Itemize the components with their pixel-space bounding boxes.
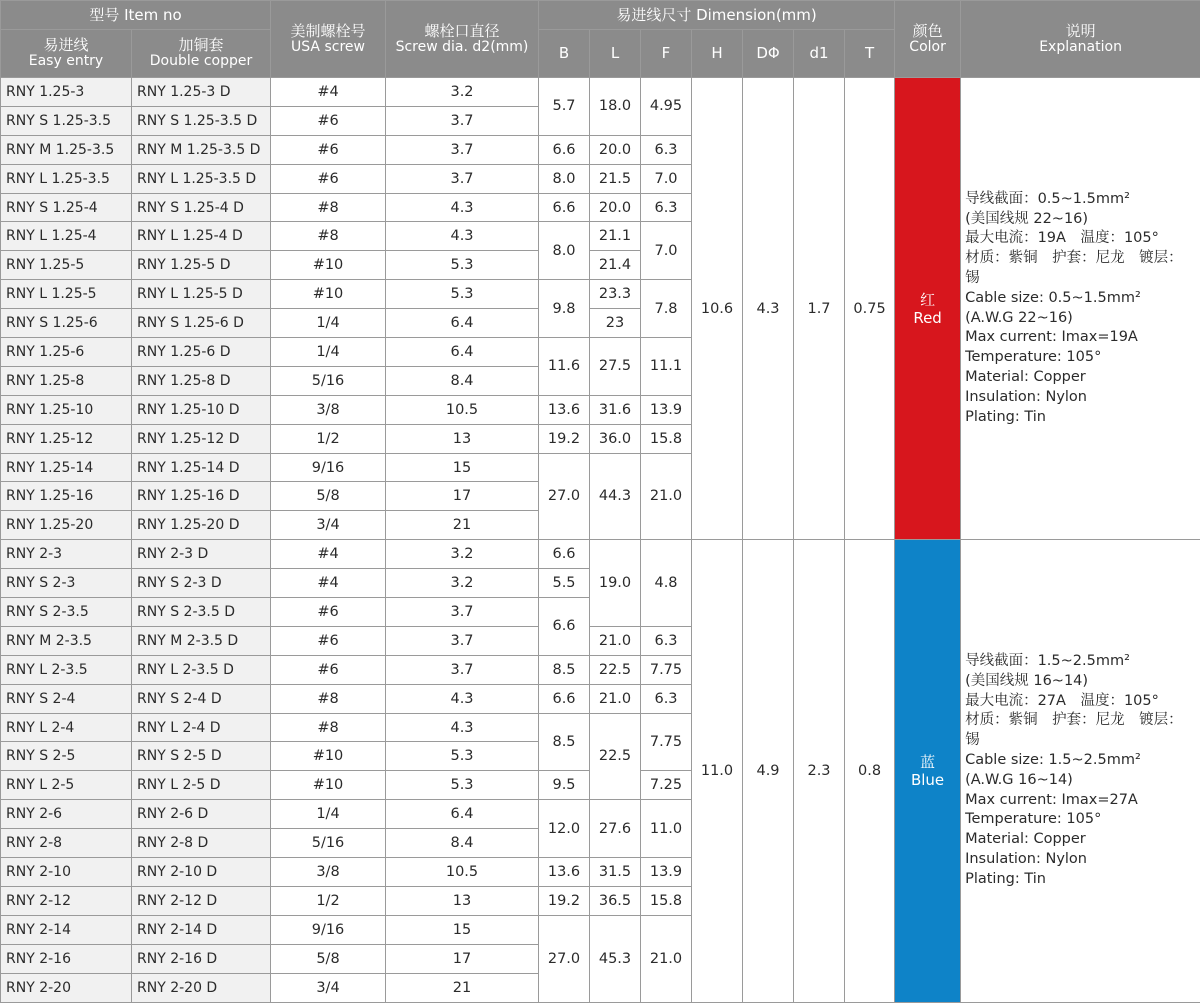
dim-t-cell: 0.75: [845, 78, 895, 540]
easy-entry-cell: RNY S 1.25-3.5: [1, 106, 132, 135]
dim-l-cell: 44.3: [590, 453, 641, 540]
easy-entry-cell: RNY 1.25-3: [1, 78, 132, 107]
dim-h-header: H: [692, 30, 743, 78]
easy-entry-cell: RNY M 1.25-3.5: [1, 135, 132, 164]
double-copper-cell: RNY L 1.25-4 D: [132, 222, 271, 251]
double-copper-cell: RNY 1.25-20 D: [132, 511, 271, 540]
double-copper-cell: RNY 1.25-12 D: [132, 424, 271, 453]
screw-dia-cell: 8.4: [386, 829, 539, 858]
dim-l-cell: 31.6: [590, 395, 641, 424]
dim-f-cell: 21.0: [641, 915, 692, 1002]
screw-dia-cell: 13: [386, 424, 539, 453]
usa-screw-cell: 5/8: [271, 944, 386, 973]
easy-entry-cell: RNY 2-3: [1, 540, 132, 569]
dim-l-cell: 20.0: [590, 135, 641, 164]
dim-f-cell: 7.75: [641, 655, 692, 684]
easy-entry-cell: RNY 1.25-8: [1, 366, 132, 395]
easy-entry-cell: RNY 2-20: [1, 973, 132, 1002]
item-no-header: 型号 Item no: [1, 1, 271, 30]
dim-d-header: DΦ: [743, 30, 794, 78]
dim-f-cell: 11.1: [641, 338, 692, 396]
double-copper-cell: RNY L 2-4 D: [132, 713, 271, 742]
easy-entry-cell: RNY L 2-3.5: [1, 655, 132, 684]
easy-entry-cell: RNY 2-10: [1, 858, 132, 887]
usa-screw-cell: #8: [271, 193, 386, 222]
screw-dia-cell: 3.7: [386, 164, 539, 193]
usa-screw-cell: 1/4: [271, 309, 386, 338]
double-copper-cell: RNY S 2-3.5 D: [132, 598, 271, 627]
dim-b-cell: 8.5: [539, 713, 590, 771]
dim-l-cell: 19.0: [590, 540, 641, 627]
dim-l-cell: 27.6: [590, 800, 641, 858]
easy-entry-cell: RNY M 2-3.5: [1, 626, 132, 655]
easy-entry-cell: RNY S 2-4: [1, 684, 132, 713]
dim-b-cell: 6.6: [539, 540, 590, 569]
dim-h-cell: 11.0: [692, 540, 743, 1002]
usa-screw-cell: #6: [271, 135, 386, 164]
color-swatch-red: 红 Red: [895, 78, 961, 540]
easy-entry-cell: RNY S 1.25-6: [1, 309, 132, 338]
dim-b-cell: 19.2: [539, 424, 590, 453]
usa-screw-cell: 1/2: [271, 886, 386, 915]
dim-l-cell: 22.5: [590, 713, 641, 800]
dim-l-cell: 21.0: [590, 626, 641, 655]
dim-t-header: T: [845, 30, 895, 78]
dim-f-cell: 6.3: [641, 626, 692, 655]
easy-entry-cell: RNY L 1.25-4: [1, 222, 132, 251]
dim-b-cell: 5.7: [539, 78, 590, 136]
dim-b-cell: 8.0: [539, 164, 590, 193]
double-copper-cell: RNY 2-10 D: [132, 858, 271, 887]
usa-screw-header: 美制螺栓号 USA screw: [271, 1, 386, 78]
dim-b-header: B: [539, 30, 590, 78]
dim-l-cell: 18.0: [590, 78, 641, 136]
double-copper-cell: RNY M 2-3.5 D: [132, 626, 271, 655]
double-copper-cell: RNY 2-16 D: [132, 944, 271, 973]
usa-screw-cell: #6: [271, 598, 386, 627]
dim-f-cell: 15.8: [641, 886, 692, 915]
usa-screw-cell: #8: [271, 222, 386, 251]
easy-entry-cell: RNY 2-8: [1, 829, 132, 858]
usa-screw-cell: #6: [271, 164, 386, 193]
dim-b-cell: 19.2: [539, 886, 590, 915]
double-copper-cell: RNY L 2-3.5 D: [132, 655, 271, 684]
usa-screw-cell: #6: [271, 106, 386, 135]
usa-screw-cell: 3/4: [271, 511, 386, 540]
dim-f-cell: 15.8: [641, 424, 692, 453]
double-copper-cell: RNY 1.25-3 D: [132, 78, 271, 107]
dim-l-cell: 36.0: [590, 424, 641, 453]
dim-b-cell: 13.6: [539, 858, 590, 887]
screw-dia-cell: 5.3: [386, 742, 539, 771]
screw-dia-cell: 6.4: [386, 800, 539, 829]
screw-dia-header: 螺栓口直径 Screw dia. d2(mm): [386, 1, 539, 78]
dim-l-cell: 45.3: [590, 915, 641, 1002]
dim-l-cell: 21.5: [590, 164, 641, 193]
screw-dia-cell: 3.7: [386, 135, 539, 164]
screw-dia-cell: 3.7: [386, 598, 539, 627]
dim-d1-cell: 2.3: [794, 540, 845, 1002]
double-copper-cell: RNY L 2-5 D: [132, 771, 271, 800]
usa-screw-cell: #10: [271, 771, 386, 800]
double-copper-cell: RNY 2-14 D: [132, 915, 271, 944]
dim-b-cell: 9.8: [539, 280, 590, 338]
usa-screw-cell: #8: [271, 684, 386, 713]
dim-d1-cell: 1.7: [794, 78, 845, 540]
dim-b-cell: 12.0: [539, 800, 590, 858]
screw-dia-cell: 6.4: [386, 338, 539, 367]
dim-b-cell: 13.6: [539, 395, 590, 424]
dim-t-cell: 0.8: [845, 540, 895, 1002]
easy-entry-cell: RNY 2-16: [1, 944, 132, 973]
dim-b-cell: 6.6: [539, 193, 590, 222]
dim-f-cell: 13.9: [641, 395, 692, 424]
screw-dia-cell: 15: [386, 453, 539, 482]
easy-entry-cell: RNY S 2-5: [1, 742, 132, 771]
screw-dia-cell: 10.5: [386, 858, 539, 887]
dim-b-cell: 27.0: [539, 915, 590, 1002]
screw-dia-cell: 4.3: [386, 193, 539, 222]
screw-dia-cell: 6.4: [386, 309, 539, 338]
usa-screw-cell: 1/2: [271, 424, 386, 453]
screw-dia-cell: 3.2: [386, 569, 539, 598]
dim-b-cell: 6.6: [539, 135, 590, 164]
usa-screw-cell: 5/16: [271, 829, 386, 858]
double-copper-cell: RNY 2-3 D: [132, 540, 271, 569]
dim-f-cell: 4.8: [641, 540, 692, 627]
dim-l-cell: 27.5: [590, 338, 641, 396]
screw-dia-cell: 3.2: [386, 78, 539, 107]
double-copper-cell: RNY S 2-5 D: [132, 742, 271, 771]
explanation-blue: 导线截面：1.5~2.5mm² (美国线规 16~14) 最大电流：27A 温度：105° 材质：紫铜 护套：尼龙 镀层：锡 Cable size: 1.5~2.5mm² (A.W.G 16~14) Max current: Imax=27A Temperature: 105° Material: Copper Insulation: Nylon Plating: Tin: [961, 540, 1200, 1002]
dim-f-header: F: [641, 30, 692, 78]
dim-l-cell: 21.0: [590, 684, 641, 713]
dim-f-cell: 7.8: [641, 280, 692, 338]
dim-l-cell: 21.1: [590, 222, 641, 251]
dim-l-header: L: [590, 30, 641, 78]
easy-entry-cell: RNY 1.25-12: [1, 424, 132, 453]
easy-entry-cell: RNY 2-14: [1, 915, 132, 944]
easy-entry-cell: RNY 1.25-20: [1, 511, 132, 540]
easy-entry-cell: RNY 1.25-5: [1, 251, 132, 280]
easy-entry-cell: RNY 2-6: [1, 800, 132, 829]
easy-entry-cell: RNY S 1.25-4: [1, 193, 132, 222]
screw-dia-cell: 17: [386, 944, 539, 973]
double-copper-cell: RNY 2-12 D: [132, 886, 271, 915]
easy-entry-cell: RNY L 1.25-5: [1, 280, 132, 309]
explanation-header: 说明 Explanation: [961, 1, 1200, 78]
easy-entry-cell: RNY S 2-3: [1, 569, 132, 598]
easy-entry-cell: RNY S 2-3.5: [1, 598, 132, 627]
dim-f-cell: 21.0: [641, 453, 692, 540]
easy-entry-cell: RNY L 1.25-3.5: [1, 164, 132, 193]
screw-dia-cell: 5.3: [386, 280, 539, 309]
screw-dia-cell: 5.3: [386, 251, 539, 280]
usa-screw-cell: #4: [271, 569, 386, 598]
screw-dia-cell: 3.2: [386, 540, 539, 569]
dim-f-cell: 7.25: [641, 771, 692, 800]
easy-entry-cell: RNY 1.25-16: [1, 482, 132, 511]
usa-screw-cell: #10: [271, 280, 386, 309]
easy-entry-cell: RNY L 2-5: [1, 771, 132, 800]
dim-l-cell: 23: [590, 309, 641, 338]
dimension-header: 易进线尺寸 Dimension(mm): [539, 1, 895, 30]
double-copper-cell: RNY S 1.25-4 D: [132, 193, 271, 222]
easy-entry-cell: RNY L 2-4: [1, 713, 132, 742]
usa-screw-cell: 3/4: [271, 973, 386, 1002]
dim-l-cell: 23.3: [590, 280, 641, 309]
dim-b-cell: 27.0: [539, 453, 590, 540]
screw-dia-cell: 3.7: [386, 626, 539, 655]
double-copper-cell: RNY S 2-3 D: [132, 569, 271, 598]
double-copper-cell: RNY M 1.25-3.5 D: [132, 135, 271, 164]
usa-screw-cell: 3/8: [271, 858, 386, 887]
usa-screw-cell: #10: [271, 742, 386, 771]
dim-f-cell: 6.3: [641, 193, 692, 222]
screw-dia-cell: 4.3: [386, 713, 539, 742]
screw-dia-cell: 21: [386, 973, 539, 1002]
dim-l-cell: 36.5: [590, 886, 641, 915]
dim-l-cell: 20.0: [590, 193, 641, 222]
dim-b-cell: 9.5: [539, 771, 590, 800]
dim-d1-header: d1: [794, 30, 845, 78]
double-copper-cell: RNY 1.25-10 D: [132, 395, 271, 424]
easy-entry-cell: RNY 1.25-6: [1, 338, 132, 367]
usa-screw-cell: #4: [271, 78, 386, 107]
dim-h-cell: 10.6: [692, 78, 743, 540]
screw-dia-cell: 15: [386, 915, 539, 944]
easy-entry-cell: RNY 1.25-10: [1, 395, 132, 424]
dim-f-cell: 13.9: [641, 858, 692, 887]
usa-screw-cell: 1/4: [271, 338, 386, 367]
double-copper-cell: RNY 2-8 D: [132, 829, 271, 858]
double-copper-cell: RNY 1.25-14 D: [132, 453, 271, 482]
dim-b-cell: 8.0: [539, 222, 590, 280]
color-header: 颜色 Color: [895, 1, 961, 78]
usa-screw-cell: #8: [271, 713, 386, 742]
double-copper-cell: RNY 1.25-5 D: [132, 251, 271, 280]
usa-screw-cell: #6: [271, 655, 386, 684]
double-copper-cell: RNY 1.25-8 D: [132, 366, 271, 395]
usa-screw-cell: #10: [271, 251, 386, 280]
screw-dia-cell: 21: [386, 511, 539, 540]
double-copper-cell: RNY 1.25-16 D: [132, 482, 271, 511]
explanation-red: 导线截面：0.5~1.5mm² (美国线规 22~16) 最大电流：19A 温度：105° 材质：紫铜 护套：尼龙 镀层：锡 Cable size: 0.5~1.5mm² (A.W.G 22~16) Max current: Imax=19A Temperature: 105° Material: Copper Insulation: Nylon Plating: Tin: [961, 78, 1200, 540]
double-copper-header: 加铜套 Double copper: [132, 30, 271, 78]
dim-b-cell: 6.6: [539, 684, 590, 713]
table-row: [1, 540, 1200, 569]
screw-dia-cell: 10.5: [386, 395, 539, 424]
usa-screw-cell: 9/16: [271, 453, 386, 482]
usa-screw-cell: #6: [271, 626, 386, 655]
dim-f-cell: 11.0: [641, 800, 692, 858]
double-copper-cell: RNY 1.25-6 D: [132, 338, 271, 367]
screw-dia-cell: 5.3: [386, 771, 539, 800]
usa-screw-cell: 1/4: [271, 800, 386, 829]
double-copper-cell: RNY 2-20 D: [132, 973, 271, 1002]
dim-f-cell: 7.75: [641, 713, 692, 771]
color-swatch-blue: 蓝 Blue: [895, 540, 961, 1002]
table-row: [1, 78, 1200, 107]
usa-screw-cell: 3/8: [271, 395, 386, 424]
usa-screw-cell: 5/8: [271, 482, 386, 511]
usa-screw-cell: 9/16: [271, 915, 386, 944]
screw-dia-cell: 4.3: [386, 222, 539, 251]
usa-screw-cell: #4: [271, 540, 386, 569]
dim-b-cell: 11.6: [539, 338, 590, 396]
dim-b-cell: 6.6: [539, 598, 590, 656]
easy-entry-cell: RNY 2-12: [1, 886, 132, 915]
dim-f-cell: 7.0: [641, 222, 692, 280]
dim-f-cell: 6.3: [641, 684, 692, 713]
easy-entry-header: 易进线 Easy entry: [1, 30, 132, 78]
double-copper-cell: RNY S 1.25-3.5 D: [132, 106, 271, 135]
dim-d-cell: 4.9: [743, 540, 794, 1002]
double-copper-cell: RNY 2-6 D: [132, 800, 271, 829]
screw-dia-cell: 4.3: [386, 684, 539, 713]
screw-dia-cell: 13: [386, 886, 539, 915]
double-copper-cell: RNY L 1.25-5 D: [132, 280, 271, 309]
dim-f-cell: 7.0: [641, 164, 692, 193]
dim-b-cell: 8.5: [539, 655, 590, 684]
screw-dia-cell: 3.7: [386, 655, 539, 684]
double-copper-cell: RNY S 2-4 D: [132, 684, 271, 713]
dim-f-cell: 6.3: [641, 135, 692, 164]
double-copper-cell: RNY S 1.25-6 D: [132, 309, 271, 338]
dim-d-cell: 4.3: [743, 78, 794, 540]
screw-dia-cell: 17: [386, 482, 539, 511]
table-header: [1, 1, 1200, 78]
table-body: [1, 78, 1200, 1003]
dim-l-cell: 22.5: [590, 655, 641, 684]
dim-f-cell: 4.95: [641, 78, 692, 136]
dim-l-cell: 31.5: [590, 858, 641, 887]
dim-b-cell: 5.5: [539, 569, 590, 598]
easy-entry-cell: RNY 1.25-14: [1, 453, 132, 482]
screw-dia-cell: 8.4: [386, 366, 539, 395]
screw-dia-cell: 3.7: [386, 106, 539, 135]
double-copper-cell: RNY L 1.25-3.5 D: [132, 164, 271, 193]
usa-screw-cell: 5/16: [271, 366, 386, 395]
dim-l-cell: 21.4: [590, 251, 641, 280]
